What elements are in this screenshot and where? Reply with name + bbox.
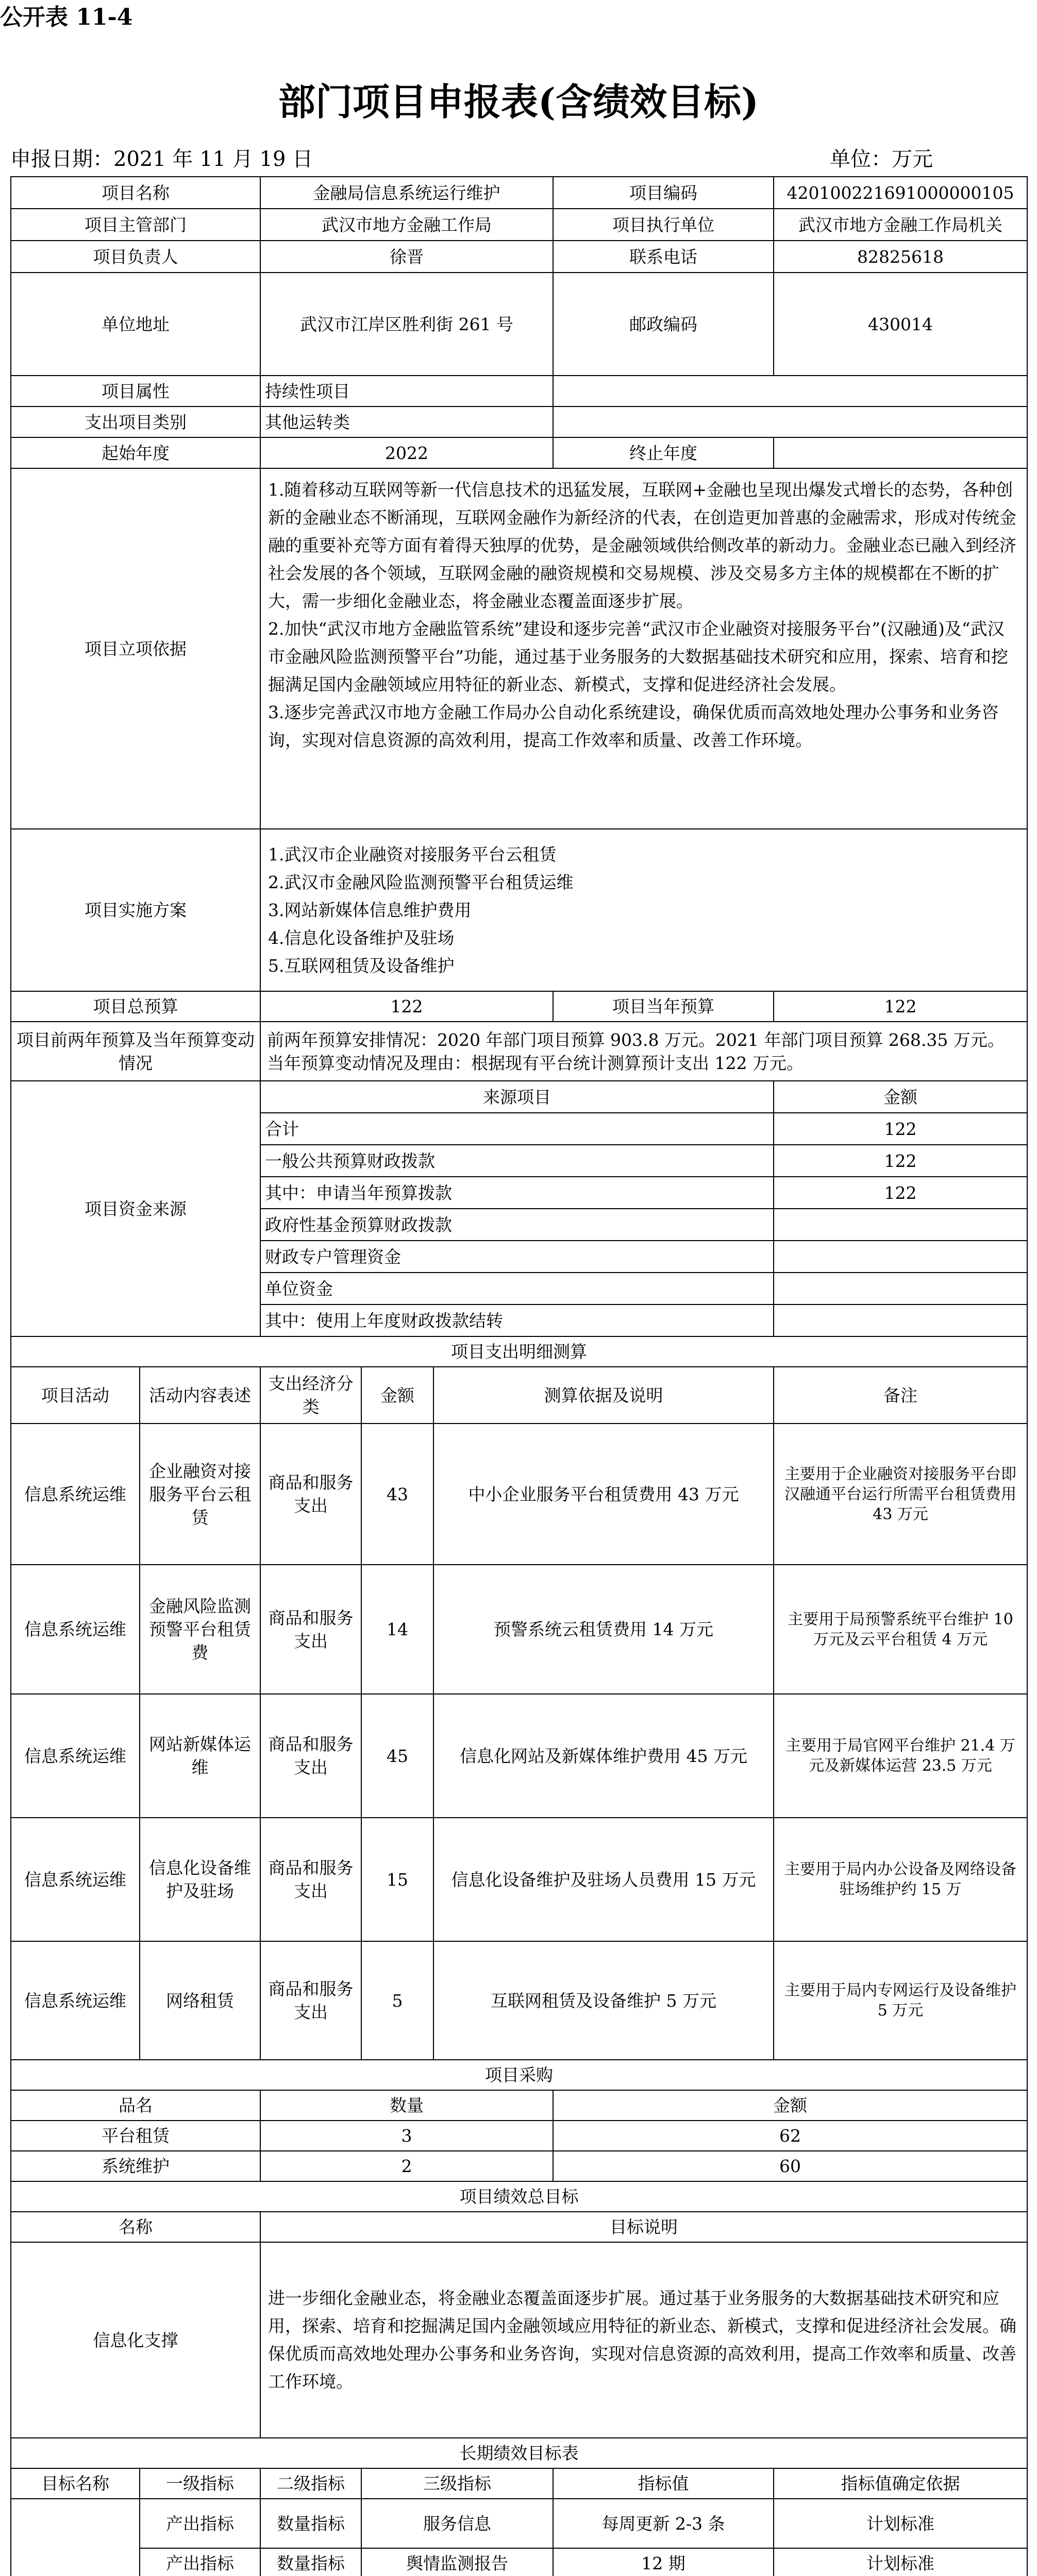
- performance-header-name: 名称: [11, 2212, 260, 2242]
- funding-amount: [774, 1273, 1027, 1304]
- expense-activity: 信息系统运维: [11, 1694, 140, 1818]
- longterm-basis: 计划标准: [774, 2499, 1027, 2548]
- project-declaration-table: [10, 176, 1028, 2576]
- longterm-row: [11, 2548, 1027, 2576]
- expense-note: 主要用于企业融资对接服务平台即汉融通平台运行所需平台租赁费用 43 万元: [774, 1423, 1027, 1565]
- row-basis: [11, 468, 1027, 829]
- exec-unit-label: 项目执行单位: [553, 209, 774, 241]
- row-attr: [11, 376, 1027, 406]
- expense-row: [11, 1818, 1027, 1941]
- expense-note: 主要用于局预警系统平台维护 10 万元及云平台租赁 4 万元: [774, 1565, 1027, 1694]
- expense-amount: 15: [361, 1818, 433, 1941]
- attr-blank: [553, 376, 1027, 406]
- longterm-header: 三级指标: [361, 2468, 553, 2499]
- procurement-row: [11, 2151, 1027, 2181]
- expense-basis: 信息化网站及新媒体维护费用 45 万元: [433, 1694, 774, 1818]
- expense-header: 项目活动: [11, 1367, 140, 1423]
- expense-basis: 中小企业服务平台租赁费用 43 万元: [433, 1423, 774, 1565]
- plan-label: 项目实施方案: [11, 829, 260, 991]
- procurement-amount: 62: [553, 2121, 1027, 2151]
- expense-row: [11, 1694, 1027, 1818]
- funding-source: 政府性基金预算财政拨款: [260, 1209, 774, 1241]
- row-funding-header: [11, 1081, 1027, 1113]
- row-expense-title: [11, 1336, 1027, 1367]
- dept-value: 武汉市地方金融工作局: [260, 209, 553, 241]
- current-budget-label: 项目当年预算: [553, 991, 774, 1022]
- attr-value: 持续性项目: [260, 376, 553, 406]
- expense-class: 商品和服务支出: [260, 1941, 361, 2060]
- basis-paragraph: 1.随着移动互联网等新一代信息技术的迅猛发展，互联网+金融也呈现出爆发式增长的态势，各种创新的金融业态不断涌现，互联网金融作为新经济的代表，在创造更加普惠的金融需求，形成对传统金融的重要补充等方面有着得天独厚的优势，是金融领域供给侧改革的新动力。金融业态已融入到经济社会发展的各个领域，互联网金融的融资规模和交易规模、涉及交易多方主体的规模都在不断的扩大，需一步细化金融业态，将金融业态覆盖面逐步扩展。: [268, 480, 1016, 611]
- procurement-row: [11, 2121, 1027, 2151]
- funding-source: 合计: [260, 1113, 774, 1145]
- row-performance-content: [11, 2242, 1027, 2438]
- longterm-header: 目标名称: [11, 2468, 140, 2499]
- prior-line-1: 前两年预算安排情况：2020 年部门项目预算 903.8 万元。2021 年部门项目预算 268.35 万元。: [267, 1029, 1005, 1050]
- plan-item: 2.武汉市金融风险监测预警平台租赁运维: [268, 872, 574, 892]
- longterm-row: [11, 2499, 1027, 2548]
- plan-item: 1.武汉市企业融资对接服务平台云租赁: [268, 844, 557, 865]
- expense-note: 主要用于局官网平台维护 21.4 万元及新媒体运营 23.5 万元: [774, 1694, 1027, 1818]
- funding-source: 单位资金: [260, 1273, 774, 1304]
- prior-content: [260, 1022, 1027, 1081]
- project-code-value: 420100221691000000105: [774, 177, 1027, 209]
- procurement-amount: 60: [553, 2151, 1027, 2181]
- longterm-header: 二级指标: [260, 2468, 361, 2499]
- row-plan: [11, 829, 1027, 991]
- basis-paragraph: 3.逐步完善武汉市地方金融工作局办公自动化系统建设，确保优质而高效地处理办公事务和业务咨询，实现对信息资源的高效利用，提高工作效率和质量、改善工作环境。: [268, 702, 999, 750]
- expense-row: [11, 1565, 1027, 1694]
- row-longterm-header: [11, 2468, 1027, 2499]
- document-label: 公开表 11-4: [0, 4, 133, 30]
- procurement-name: 系统维护: [11, 2151, 260, 2181]
- funding-source: 其中：申请当年预算拨款: [260, 1177, 774, 1209]
- category-label: 支出项目类别: [11, 406, 260, 437]
- longterm-l2: 数量指标: [260, 2548, 361, 2576]
- row-budget: [11, 991, 1027, 1022]
- expense-content: 金融风险监测预警平台租赁费: [140, 1565, 260, 1694]
- expense-note: 主要用于局内专网运行及设备维护 5 万元: [774, 1941, 1027, 2060]
- expense-content: 企业融资对接服务平台云租赁: [140, 1423, 260, 1565]
- longterm-value: 12 期: [553, 2548, 774, 2576]
- plan-item: 5.互联网租赁及设备维护: [268, 955, 455, 976]
- current-budget-value: 122: [774, 991, 1027, 1022]
- row-performance-title: [11, 2181, 1027, 2212]
- funding-amount: 122: [774, 1177, 1027, 1209]
- basis-content: [260, 468, 1027, 829]
- project-name-label: 项目名称: [11, 177, 260, 209]
- report-date: 申报日期：2021 年 11 月 19 日: [10, 147, 313, 171]
- row-category: [11, 406, 1027, 437]
- expense-header: 活动内容表述: [140, 1367, 260, 1423]
- expense-section-title: 项目支出明细测算: [11, 1336, 1027, 1367]
- row-longterm-title: [11, 2438, 1027, 2468]
- plan-item: 3.网站新媒体信息维护费用: [268, 900, 472, 920]
- row-procurement-title: [11, 2060, 1027, 2090]
- row-prior: [11, 1022, 1027, 1081]
- performance-desc: 进一步细化金融业态，将金融业态覆盖面逐步扩展。通过基于业务服务的大数据基础技术研究和应用，探索、培育和挖掘满足国内金融领域应用特征的新业态、新模式，支撑和促进经济社会发展。确保优质而高效地处理办公事务和业务咨询，实现对信息资源的高效利用，提高工作效率和质量、改善工作环境。: [260, 2242, 1027, 2438]
- prior-line-2: 当年预算变动情况及理由：根据现有平台统计测算预计支出 122 万元。: [267, 1053, 804, 1073]
- expense-row: [11, 1941, 1027, 2060]
- funding-label: 项目资金来源: [11, 1081, 260, 1336]
- project-name-value: 金融局信息系统运行维护: [260, 177, 553, 209]
- end-year-label: 终止年度: [553, 437, 774, 468]
- procurement-header-name: 品名: [11, 2090, 260, 2121]
- start-year-label: 起始年度: [11, 437, 260, 468]
- procurement-qty: 3: [260, 2121, 553, 2151]
- expense-amount: 45: [361, 1694, 433, 1818]
- expense-activity: 信息系统运维: [11, 1818, 140, 1941]
- expense-header: 测算依据及说明: [433, 1367, 774, 1423]
- longterm-header: 一级指标: [140, 2468, 260, 2499]
- expense-basis: 互联网租赁及设备维护 5 万元: [433, 1941, 774, 2060]
- longterm-header: 指标值确定依据: [774, 2468, 1027, 2499]
- procurement-qty: 2: [260, 2151, 553, 2181]
- expense-amount: 5: [361, 1941, 433, 2060]
- unit-label: 单位：万元: [830, 147, 933, 171]
- expense-activity: 信息系统运维: [11, 1423, 140, 1565]
- plan-content: [260, 829, 1027, 991]
- expense-content: 网站新媒体运维: [140, 1694, 260, 1818]
- project-code-label: 项目编码: [553, 177, 774, 209]
- phone-label: 联系电话: [553, 241, 774, 273]
- expense-content: 信息化设备维护及驻场: [140, 1818, 260, 1941]
- expense-class: 商品和服务支出: [260, 1565, 361, 1694]
- total-budget-label: 项目总预算: [11, 991, 260, 1022]
- postcode-label: 邮政编码: [553, 273, 774, 376]
- row-owner: [11, 241, 1027, 273]
- funding-source-header: 来源项目: [260, 1081, 774, 1113]
- funding-amount: [774, 1241, 1027, 1273]
- address-value: 武汉市江岸区胜利街 261 号: [260, 273, 553, 376]
- end-year-value: [774, 437, 1027, 468]
- longterm-header: 指标值: [553, 2468, 774, 2499]
- address-label: 单位地址: [11, 273, 260, 376]
- category-value: 其他运转类: [260, 406, 553, 437]
- longterm-l3: 服务信息: [361, 2499, 553, 2548]
- category-blank: [553, 406, 1027, 437]
- dept-label: 项目主管部门: [11, 209, 260, 241]
- funding-amount: [774, 1209, 1027, 1241]
- owner-value: 徐晋: [260, 241, 553, 273]
- longterm-l3: 舆情监测报告: [361, 2548, 553, 2576]
- performance-name: 信息化支撑: [11, 2242, 260, 2438]
- row-address: [11, 273, 1027, 376]
- expense-class: 商品和服务支出: [260, 1694, 361, 1818]
- row-performance-header: [11, 2212, 1027, 2242]
- start-year-value: 2022: [260, 437, 553, 468]
- funding-source: 一般公共预算财政拨款: [260, 1145, 774, 1177]
- funding-source: 财政专户管理资金: [260, 1241, 774, 1273]
- longterm-section-title: 长期绩效目标表: [11, 2438, 1027, 2468]
- longterm-value: 每周更新 2-3 条: [553, 2499, 774, 2548]
- exec-unit-value: 武汉市地方金融工作局机关: [774, 209, 1027, 241]
- postcode-value: 430014: [774, 273, 1027, 376]
- funding-amount: 122: [774, 1113, 1027, 1145]
- longterm-l1: 产出指标: [140, 2548, 260, 2576]
- expense-class: 商品和服务支出: [260, 1423, 361, 1565]
- funding-amount-header: 金额: [774, 1081, 1027, 1113]
- expense-activity: 信息系统运维: [11, 1565, 140, 1694]
- expense-header: 备注: [774, 1367, 1027, 1423]
- total-budget-value: 122: [260, 991, 553, 1022]
- expense-content: 网络租赁: [140, 1941, 260, 2060]
- basis-paragraph: 2.加快“武汉市地方金融监管系统”建设和逐步完善“武汉市企业融资对接服务平台”(汉融通)及“武汉市金融风险监测预警平台”功能，通过基于业务服务的大数据基础技术研究和应用，探索、培育和挖掘满足国内金融领域应用特征的新业态、新模式，支撑和促进经济社会发展。: [268, 619, 1008, 694]
- longterm-target-name: [11, 2499, 140, 2576]
- performance-header-desc: 目标说明: [260, 2212, 1027, 2242]
- row-project-name: [11, 177, 1027, 209]
- expense-note: 主要用于局内办公设备及网络设备驻场维护约 15 万: [774, 1818, 1027, 1941]
- expense-amount: 43: [361, 1423, 433, 1565]
- funding-source: 其中：使用上年度财政拨款结转: [260, 1304, 774, 1336]
- owner-label: 项目负责人: [11, 241, 260, 273]
- expense-row: [11, 1423, 1027, 1565]
- phone-value: 82825618: [774, 241, 1027, 273]
- procurement-header-amount: 金额: [553, 2090, 1027, 2121]
- funding-amount: 122: [774, 1145, 1027, 1177]
- expense-class: 商品和服务支出: [260, 1818, 361, 1941]
- longterm-l1: 产出指标: [140, 2499, 260, 2548]
- funding-amount: [774, 1304, 1027, 1336]
- row-years: [11, 437, 1027, 468]
- longterm-l2: 数量指标: [260, 2499, 361, 2548]
- document-title: 部门项目申报表(含绩效目标): [278, 80, 759, 124]
- procurement-header-qty: 数量: [260, 2090, 553, 2121]
- procurement-section-title: 项目采购: [11, 2060, 1027, 2090]
- procurement-name: 平台租赁: [11, 2121, 260, 2151]
- expense-activity: 信息系统运维: [11, 1941, 140, 2060]
- attr-label: 项目属性: [11, 376, 260, 406]
- basis-label: 项目立项依据: [11, 468, 260, 829]
- longterm-basis: 计划标准: [774, 2548, 1027, 2576]
- expense-basis: 信息化设备维护及驻场人员费用 15 万元: [433, 1818, 774, 1941]
- plan-item: 4.信息化设备维护及驻场: [268, 927, 455, 948]
- row-dept: [11, 209, 1027, 241]
- prior-label: 项目前两年预算及当年预算变动情况: [11, 1022, 260, 1081]
- expense-header: 支出经济分类: [260, 1367, 361, 1423]
- expense-amount: 14: [361, 1565, 433, 1694]
- row-expense-header: [11, 1367, 1027, 1423]
- expense-header: 金额: [361, 1367, 433, 1423]
- performance-section-title: 项目绩效总目标: [11, 2181, 1027, 2212]
- row-procurement-header: [11, 2090, 1027, 2121]
- expense-basis: 预警系统云租赁费用 14 万元: [433, 1565, 774, 1694]
